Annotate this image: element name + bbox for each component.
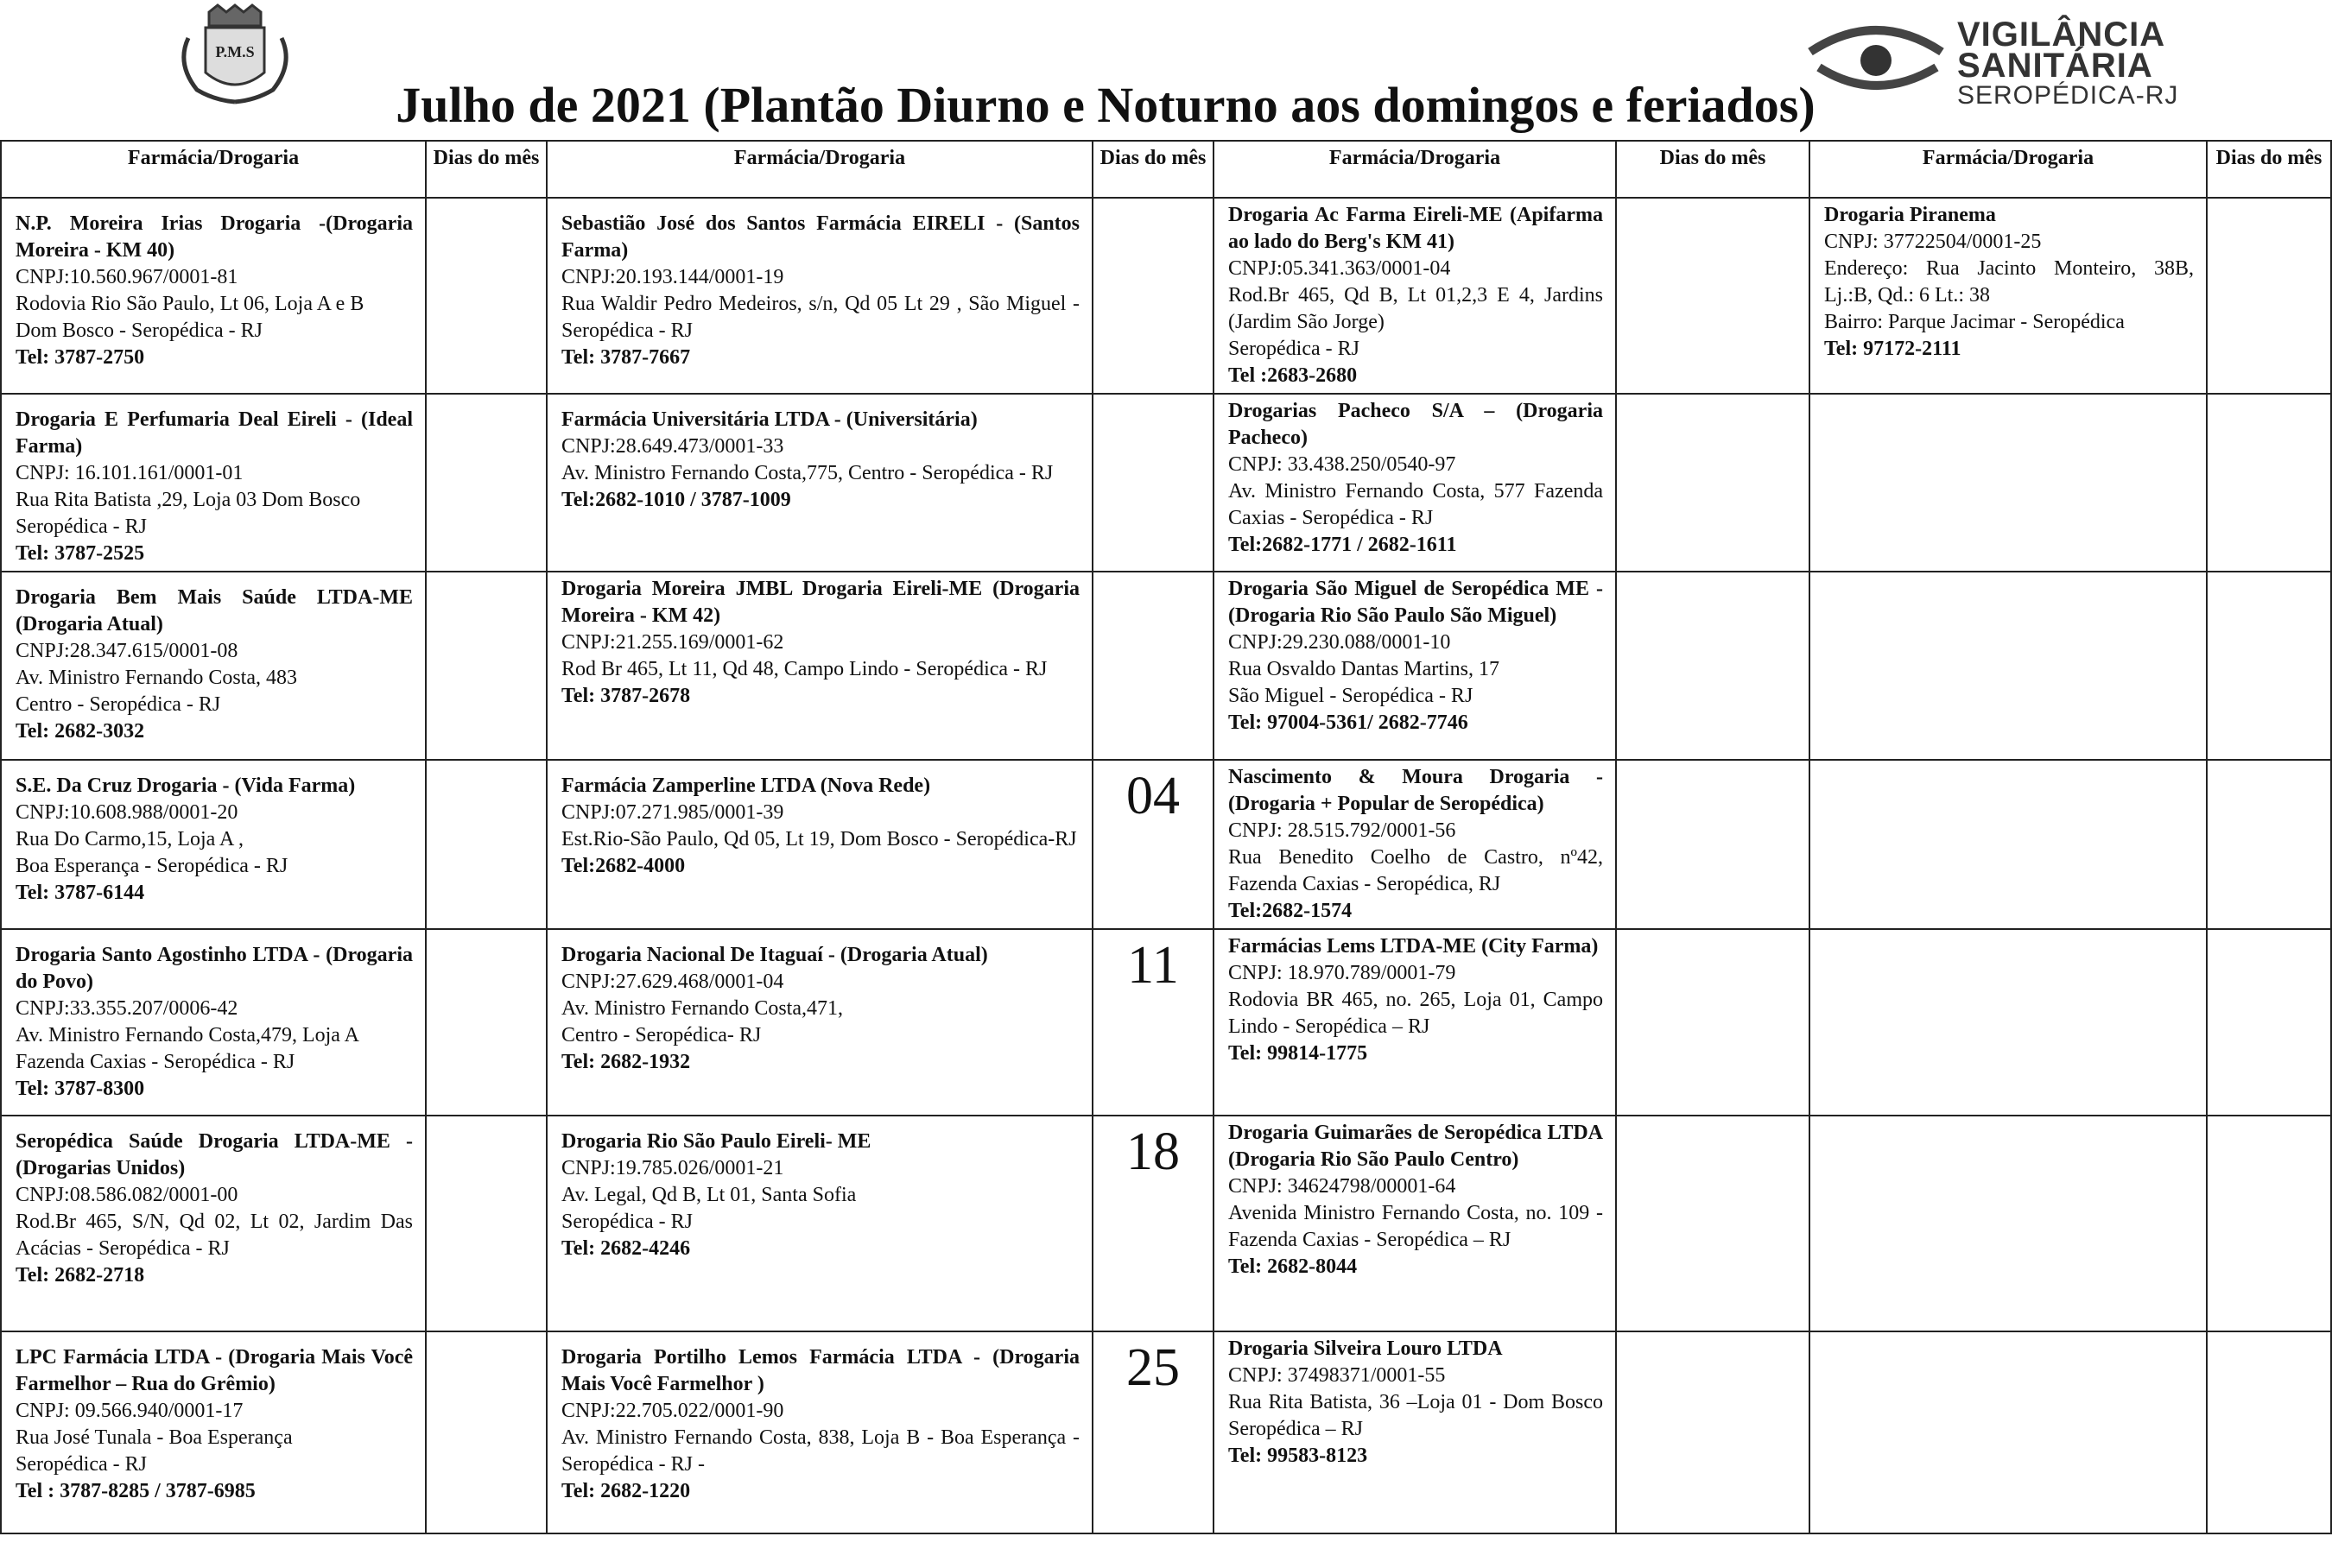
pharmacy-cell	[1809, 572, 2207, 760]
pharmacy-cnpj: CNPJ: 16.101.161/0001-01	[16, 462, 244, 484]
pharmacy-cnpj: CNPJ: 37722504/0001-25	[1824, 231, 2042, 253]
pharmacy-cnpj: CNPJ: 34624798/00001-64	[1228, 1175, 1456, 1198]
pharmacy-phone: Tel: 3787-2525	[16, 542, 145, 565]
pharmacy-address: Rodovia Rio São Paulo, Lt 06, Loja A e B	[16, 293, 364, 315]
pharmacy-cell	[547, 929, 1093, 1116]
pharmacy-phone: Tel:2682-1010 / 3787-1009	[561, 489, 791, 511]
pharmacy-cnpj: CNPJ:28.347.615/0001-08	[16, 640, 238, 662]
pharmacy-cell	[1214, 572, 1616, 760]
pharmacy-address: Est.Rio-São Paulo, Qd 05, Lt 19, Dom Bosco - Seropédica-RJ	[561, 828, 1077, 850]
pharmacy-cnpj: CNPJ: 18.970.789/0001-79	[1228, 962, 1456, 984]
pharmacy-cnpj: CNPJ:28.649.473/0001-33	[561, 435, 784, 458]
pharmacy-cnpj: CNPJ:05.341.363/0001-04	[1228, 257, 1451, 280]
pharmacy-cell	[1, 1331, 426, 1533]
pharmacy-cell	[547, 1116, 1093, 1331]
pharmacy-name: Drogaria E Perfumaria Deal Eireli - (Ideal Farma)	[16, 408, 413, 458]
pharmacy-cnpj: CNPJ:08.586.082/0001-00	[16, 1184, 238, 1206]
pharmacy-phone: Tel : 3787-8285 / 3787-6985	[16, 1480, 256, 1502]
pharmacy-address: Rua Rita Batista ,29, Loja 03 Dom Bosco	[16, 489, 361, 511]
day-of-month-cell	[2207, 572, 2331, 760]
pharmacy-cnpj: CNPJ:10.608.988/0001-20	[16, 801, 238, 824]
pharmacy-address: Av. Ministro Fernando Costa, 483	[16, 667, 297, 689]
pharmacy-phone: Tel: 97004-5361/ 2682-7746	[1228, 711, 1468, 734]
pharmacy-cell	[1214, 929, 1616, 1116]
pharmacy-name: Drogaria Bem Mais Saúde LTDA-ME (Drogaria Atual)	[16, 586, 413, 635]
pharmacy-name: Drogaria Portilho Lemos Farmácia LTDA - (Drogaria Mais Você Farmelhor )	[561, 1346, 1080, 1395]
day-of-month-cell	[2207, 760, 2331, 929]
day-of-month-cell	[2207, 394, 2331, 572]
column-header: Farmácia/Drogaria	[547, 141, 1093, 198]
pharmacy-cell	[1, 394, 426, 572]
table-row	[1, 572, 2331, 760]
pharmacy-cell	[1, 198, 426, 394]
pharmacy-phone: Tel:2682-1771 / 2682-1611	[1228, 534, 1457, 556]
column-header: Dias do mês	[426, 141, 547, 198]
pharmacy-name: Drogaria Nacional De Itaguaí - (Drogaria Atual)	[561, 944, 988, 966]
day-of-month-cell	[1616, 760, 1809, 929]
pharmacy-phone: Tel: 3787-2750	[16, 346, 145, 369]
pharmacy-name: Drogaria Moreira JMBL Drogaria Eireli-ME (Drogaria Moreira - KM 42)	[561, 578, 1080, 627]
pharmacy-address: Centro - Seropédica- RJ	[561, 1024, 762, 1046]
pharmacy-name: Nascimento & Moura Drogaria - (Drogaria + Popular de Seropédica)	[1228, 766, 1603, 815]
pharmacy-cnpj: CNPJ: 33.438.250/0540-97	[1228, 453, 1456, 476]
pharmacy-phone: Tel: 3787-7667	[561, 346, 691, 369]
pharmacy-schedule-table	[0, 140, 2332, 1534]
column-header: Dias do mês	[1616, 141, 1809, 198]
day-of-month-cell	[2207, 1116, 2331, 1331]
pharmacy-cnpj: CNPJ:29.230.088/0001-10	[1228, 631, 1451, 654]
pharmacy-cell	[1214, 1331, 1616, 1533]
pharmacy-name: Drogaria Ac Farma Eireli-ME (Apifarma ao lado do Berg's KM 41)	[1228, 204, 1603, 253]
day-of-month-cell: 18	[1093, 1116, 1214, 1331]
day-of-month-cell	[426, 394, 547, 572]
pharmacy-address: Avenida Ministro Fernando Costa, no. 109 - Fazenda Caxias - Seropédica – RJ	[1228, 1202, 1603, 1251]
pharmacy-name: LPC Farmácia LTDA - (Drogaria Mais Você Farmelhor – Rua do Grêmio)	[16, 1346, 413, 1395]
pharmacy-cell	[547, 572, 1093, 760]
day-of-month-cell: 25	[1093, 1331, 1214, 1533]
pharmacy-phone: Tel:2682-1574	[1228, 900, 1353, 922]
pharmacy-phone: Tel: 2682-3032	[16, 720, 145, 743]
pharmacy-cnpj: CNPJ:20.193.144/0001-19	[561, 266, 784, 288]
crest-text: P.M.S	[215, 43, 255, 60]
pharmacy-phone: Tel: 3787-8300	[16, 1078, 145, 1100]
day-of-month-cell	[2207, 198, 2331, 394]
pharmacy-address: Seropédica - RJ	[1228, 338, 1359, 360]
day-of-month-cell	[1093, 198, 1214, 394]
logo-line-1: VIGILÂNCIA	[1957, 16, 2166, 54]
pharmacy-cell	[547, 394, 1093, 572]
pharmacy-phone: Tel: 2682-8044	[1228, 1255, 1358, 1278]
pharmacy-phone: Tel:2682-4000	[561, 855, 686, 877]
pharmacy-address: Seropédica - RJ	[561, 1211, 693, 1233]
pharmacy-cell	[547, 1331, 1093, 1533]
pharmacy-phone: Tel: 99814-1775	[1228, 1042, 1368, 1065]
pharmacy-address: Rua Rita Batista, 36 –Loja 01 - Dom Bosco Seropédica – RJ	[1228, 1391, 1603, 1440]
day-of-month-cell	[1616, 1331, 1809, 1533]
day-of-month-cell: 04	[1093, 760, 1214, 929]
pharmacy-cell	[1, 760, 426, 929]
table-row	[1, 1331, 2331, 1533]
day-of-month-cell	[1093, 394, 1214, 572]
pharmacy-cell	[1809, 929, 2207, 1116]
pharmacy-cnpj: CNPJ:27.629.468/0001-04	[561, 971, 784, 993]
pharmacy-address: Seropédica - RJ	[16, 515, 147, 538]
pharmacy-address: Av. Ministro Fernando Costa,471,	[561, 997, 843, 1020]
pharmacy-address: Dom Bosco - Seropédica - RJ	[16, 319, 263, 342]
pharmacy-cell	[1809, 1331, 2207, 1533]
pharmacy-phone: Tel: 97172-2111	[1824, 338, 1961, 360]
pharmacy-name: Drogaria Silveira Louro LTDA	[1228, 1337, 1503, 1360]
table-row	[1, 760, 2331, 929]
pharmacy-cnpj: CNPJ:19.785.026/0001-21	[561, 1157, 784, 1179]
pharmacy-cell	[547, 198, 1093, 394]
pharmacy-name: Farmácia Zamperline LTDA (Nova Rede)	[561, 775, 931, 797]
pharmacy-cnpj: CNPJ:10.560.967/0001-81	[16, 266, 238, 288]
pharmacy-cell	[1214, 760, 1616, 929]
pharmacy-address: Rodovia BR 465, no. 265, Loja 01, Campo Lindo - Seropédica – RJ	[1228, 989, 1603, 1038]
pharmacy-address: Endereço: Rua Jacinto Monteiro, 38B, Lj.:B, Qd.: 6 Lt.: 38	[1824, 257, 2194, 307]
day-of-month-cell	[1616, 929, 1809, 1116]
pharmacy-address: Av. Legal, Qd B, Lt 01, Santa Sofia	[561, 1184, 857, 1206]
column-header: Dias do mês	[2207, 141, 2331, 198]
pharmacy-cnpj: CNPJ:21.255.169/0001-62	[561, 631, 784, 654]
pharmacy-address: Centro - Seropédica - RJ	[16, 693, 221, 716]
day-of-month-cell	[426, 1116, 547, 1331]
day-of-month-cell	[426, 572, 547, 760]
pharmacy-cell	[547, 760, 1093, 929]
pharmacy-name: Sebastião José dos Santos Farmácia EIRELI - (Santos Farma)	[561, 212, 1080, 262]
day-of-month-cell	[426, 198, 547, 394]
pharmacy-address: Boa Esperança - Seropédica - RJ	[16, 855, 288, 877]
pharmacy-name: Drogaria São Miguel de Seropédica ME - (Drogaria Rio São Paulo São Miguel)	[1228, 578, 1603, 627]
pharmacy-address: Rod.Br 465, Qd B, Lt 01,2,3 E 4, Jardins (Jardim São Jorge)	[1228, 284, 1603, 333]
table-row	[1, 929, 2331, 1116]
pharmacy-address: Av. Ministro Fernando Costa, 838, Loja B - Boa Esperança -Seropédica - RJ -	[561, 1426, 1080, 1476]
pharmacy-name: Drogaria Piranema	[1824, 204, 1996, 226]
pharmacy-phone: Tel: 3787-2678	[561, 685, 691, 707]
pharmacy-address: Rua Osvaldo Dantas Martins, 17	[1228, 658, 1499, 680]
pharmacy-cell	[1214, 198, 1616, 394]
pharmacy-address: Rua Waldir Pedro Medeiros, s/n, Qd 05 Lt 29 , São Miguel - Seropédica - RJ	[561, 293, 1080, 342]
pharmacy-phone: Tel: 3787-6144	[16, 882, 145, 904]
column-header: Farmácia/Drogaria	[1214, 141, 1616, 198]
pharmacy-cnpj: CNPJ: 09.566.940/0001-17	[16, 1400, 244, 1422]
pharmacy-name: Drogarias Pacheco S/A – (Drogaria Pacheco)	[1228, 400, 1603, 449]
table-header-row	[1, 141, 2331, 198]
pharmacy-phone: Tel: 2682-1220	[561, 1480, 691, 1502]
pharmacy-name: Drogaria Guimarães de Seropédica LTDA (Drogaria Rio São Paulo Centro)	[1228, 1122, 1603, 1171]
pharmacy-address: Av. Ministro Fernando Costa,775, Centro - Seropédica - RJ	[561, 462, 1054, 484]
day-of-month-cell	[2207, 1331, 2331, 1533]
day-of-month-cell	[426, 760, 547, 929]
day-of-month-cell	[426, 929, 547, 1116]
day-of-month-cell	[1616, 1116, 1809, 1331]
pharmacy-cnpj: CNPJ: 37498371/0001-55	[1228, 1364, 1446, 1387]
pharmacy-address: Rod.Br 465, S/N, Qd 02, Lt 02, Jardim Das Acácias - Seropédica - RJ	[16, 1211, 413, 1260]
day-of-month-cell	[1616, 572, 1809, 760]
pharmacy-cell	[1214, 394, 1616, 572]
pharmacy-cnpj: CNPJ:33.355.207/0006-42	[16, 997, 238, 1020]
pharmacy-address: Av. Ministro Fernando Costa, 577 Fazenda Caxias - Seropédica - RJ	[1228, 480, 1603, 529]
column-header: Dias do mês	[1093, 141, 1214, 198]
day-of-month-cell	[1093, 572, 1214, 760]
pharmacy-name: Farmácias Lems LTDA-ME (City Farma)	[1228, 935, 1599, 958]
pharmacy-phone: Tel :2683-2680	[1228, 364, 1358, 387]
table-row	[1, 394, 2331, 572]
day-of-month-cell	[2207, 929, 2331, 1116]
day-of-month-cell	[1616, 394, 1809, 572]
pharmacy-cnpj: CNPJ: 28.515.792/0001-56	[1228, 819, 1456, 842]
day-of-month-cell: 11	[1093, 929, 1214, 1116]
pharmacy-address: Rod Br 465, Lt 11, Qd 48, Campo Lindo - Seropédica - RJ	[561, 658, 1048, 680]
day-of-month-cell	[1616, 198, 1809, 394]
pharmacy-address: Bairro: Parque Jacimar - Seropédica	[1824, 311, 2125, 333]
pharmacy-cell	[1809, 198, 2207, 394]
pharmacy-cell	[1, 572, 426, 760]
pharmacy-address: Seropédica - RJ	[16, 1453, 147, 1476]
pharmacy-cell	[1809, 760, 2207, 929]
column-header: Farmácia/Drogaria	[1, 141, 426, 198]
pharmacy-address: Rua José Tunala - Boa Esperança	[16, 1426, 293, 1449]
pharmacy-name: S.E. Da Cruz Drogaria - (Vida Farma)	[16, 775, 356, 797]
pharmacy-address: São Miguel - Seropédica - RJ	[1228, 685, 1473, 707]
column-header: Farmácia/Drogaria	[1809, 141, 2207, 198]
pharmacy-phone: Tel: 2682-4246	[561, 1237, 691, 1260]
pharmacy-name: Drogaria Santo Agostinho LTDA - (Drogaria do Povo)	[16, 944, 413, 993]
pharmacy-cnpj: CNPJ:07.271.985/0001-39	[561, 801, 784, 824]
day-of-month-cell	[426, 1331, 547, 1533]
pharmacy-cell	[1809, 1116, 2207, 1331]
pharmacy-cell	[1214, 1116, 1616, 1331]
pharmacy-address: Rua Do Carmo,15, Loja A ,	[16, 828, 244, 850]
page-title: Julho de 2021 (Plantão Diurno e Noturno aos domingos e feriados)	[396, 77, 1816, 133]
pharmacy-address: Av. Ministro Fernando Costa,479, Loja A	[16, 1024, 359, 1046]
pharmacy-address: Rua Benedito Coelho de Castro, nº42, Fazenda Caxias - Seropédica, RJ	[1228, 846, 1603, 895]
pharmacy-name: Seropédica Saúde Drogaria LTDA-ME - (Drogarias Unidos)	[16, 1130, 413, 1179]
pharmacy-phone: Tel: 99583-8123	[1228, 1445, 1368, 1467]
pharmacy-cnpj: CNPJ:22.705.022/0001-90	[561, 1400, 784, 1422]
pharmacy-address: Fazenda Caxias - Seropédica - RJ	[16, 1051, 295, 1073]
pharmacy-name: Drogaria Rio São Paulo Eireli- ME	[561, 1130, 871, 1153]
pharmacy-phone: Tel: 2682-1932	[561, 1051, 691, 1073]
pharmacy-name: Farmácia Universitária LTDA - (Universitária)	[561, 408, 978, 431]
pharmacy-name: N.P. Moreira Irias Drogaria -(Drogaria Moreira - KM 40)	[16, 212, 413, 262]
pharmacy-cell	[1809, 394, 2207, 572]
pharmacy-phone: Tel: 2682-2718	[16, 1264, 145, 1287]
logo-line-2: SANITÁRIA	[1957, 47, 2153, 85]
table-row	[1, 1116, 2331, 1331]
pharmacy-cell	[1, 929, 426, 1116]
pharmacy-cell	[1, 1116, 426, 1331]
logo-line-3: SEROPÉDICA-RJ	[1957, 81, 2179, 110]
table-row	[1, 198, 2331, 394]
